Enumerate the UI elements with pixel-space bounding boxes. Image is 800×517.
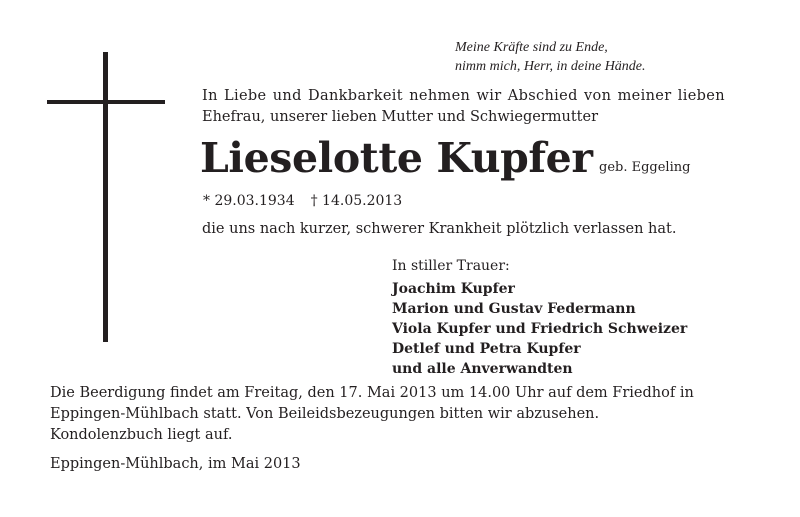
funeral-line: Die Beerdigung findet am Freitag, den 17. Mai 2013 um 14.00 Uhr auf dem Friedhof in bbox=[50, 385, 694, 401]
funeral-info bbox=[50, 383, 770, 446]
intro-line: Ehefrau, unserer lieben Mutter und Schwiegermutter bbox=[202, 109, 599, 125]
intro-line: In Liebe und Dankbarkeit nehmen wir Abschied von meiner lieben bbox=[202, 88, 725, 104]
motto-line: nimm mich, Herr, in deine Hände. bbox=[455, 59, 646, 74]
mourner-name: Viola Kupfer und Friedrich Schweizer bbox=[392, 321, 688, 337]
mourner-name: und alle Anverwandten bbox=[392, 361, 573, 377]
motto-quote bbox=[455, 38, 755, 76]
life-dates bbox=[203, 193, 402, 209]
intro-text bbox=[202, 86, 762, 128]
death-date: † 14.05.2013 bbox=[310, 193, 403, 209]
mourners-block bbox=[392, 256, 687, 379]
passing-sentence: die uns nach kurzer, schwerer Krankheit plötzlich verlassen hat. bbox=[202, 221, 677, 237]
place-and-date: Eppingen-Mühlbach, im Mai 2013 bbox=[50, 456, 301, 472]
cross-vertical-bar bbox=[103, 52, 108, 342]
funeral-line: Eppingen-Mühlbach statt. Von Beileidsbezeugungen bitten wir abzusehen. bbox=[50, 406, 600, 422]
maiden-name: geb. Eggeling bbox=[599, 160, 691, 175]
mourner-name: Detlef und Petra Kupfer bbox=[392, 341, 581, 357]
funeral-line: Kondolenzbuch liegt auf. bbox=[50, 427, 233, 443]
mourners-list bbox=[392, 279, 687, 379]
cross-horizontal-bar bbox=[47, 100, 165, 104]
deceased-name: Lieselotte Kupfer bbox=[200, 134, 593, 182]
mourners-label: In stiller Trauer: bbox=[392, 258, 510, 274]
motto-line: Meine Kräfte sind zu Ende, bbox=[455, 40, 608, 55]
mourner-name: Marion und Gustav Federmann bbox=[392, 301, 636, 317]
birth-date: * 29.03.1934 bbox=[203, 193, 295, 209]
mourner-name: Joachim Kupfer bbox=[392, 281, 515, 297]
